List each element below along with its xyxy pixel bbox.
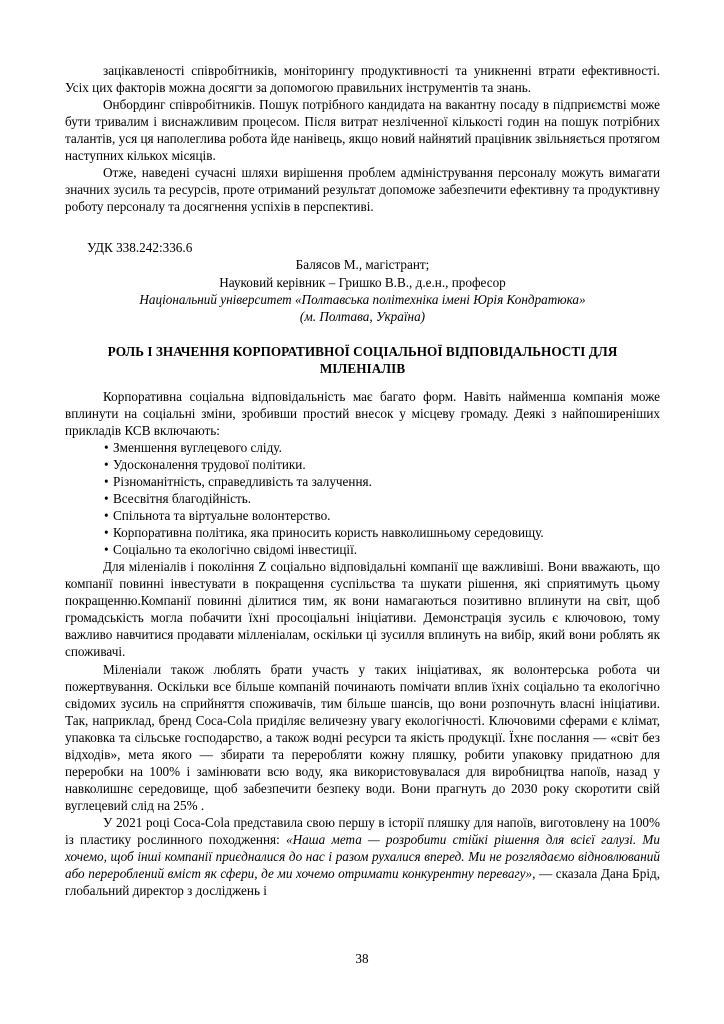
section-spacer — [65, 215, 660, 239]
list-item: • Соціально та екологічно свідомі інвестиції. — [65, 541, 660, 558]
scientific-supervisor: Науковий керівник – Гришко В.В., д.е.н., професор — [219, 274, 506, 290]
paragraph-engagement: зацікавленості співробітників, моніторингу продуктивності та уникненні втрати ефективності. Усіх цих факторів можна досягти за допомогою правильних інструментів та знань. — [65, 63, 660, 96]
bottle-lead-text: У 2021 році Coca-Cola представила свою першу в історії пляшку для напоїв, виготовлену на 100% із пластику рослинного походження: — [65, 814, 660, 847]
list-item: • Різноманітність, справедливість та залучення. — [65, 473, 660, 490]
page-content — [65, 62, 660, 899]
list-item: • Всесвітня благодійність. — [65, 490, 660, 507]
list-item: • Удосконалення трудової політики. — [65, 456, 660, 473]
list-item: • Спільнота та віртуальне волонтерство. — [65, 507, 660, 524]
paragraph-csr-intro: Корпоративна соціальна відповідальність має багато форм. Навіть найменша компанія може вплинути на соціальні зміни, зробивши простий внесок у місцеву громаду. Деякі з найпоширеніших прикладів КСВ включають: — [65, 388, 660, 438]
paragraph-onboarding: Онбординг співробітників. Пошук потрібного кандидата на вакантну посаду в підприємстві може бути тривалим і виснажливим процесом. Після витрат незліченної кількості годин на пошук потрібних талантів, уся ця наполеглива робота йде нанівець, якщо новий найнятий працівник звільняється протягом наступних кількох місяців. — [65, 97, 661, 164]
paragraph-generation-z: Для міленіалів і покоління Z соціально відповідальні компанії ще важливіші. Вони вважають, що компанії повинні інвестувати в покращення суспільства та шукати рішення, які сприятимуть цьому покращенню.Компанії повинні ділитися тим, як вони намагаються позитивно вплинути на світ, щоб громадськість могла побачити їхні просоціальні ініціативи. Демонстрація зусиль є ключовою, тому важливо навчитися продавати мілленіалам, оскільки ці зусилля вплинуть на вибір, який вони роблять як споживачі. — [65, 559, 660, 660]
list-item: • Зменшення вуглецевого сліду. — [65, 439, 660, 456]
csr-examples-list — [65, 439, 660, 558]
article-title-line-1: РОЛЬ І ЗНАЧЕННЯ КОРПОРАТИВНОЇ СОЦІАЛЬНОЇ ВІДПОВІДАЛЬНОСТІ ДЛЯ — [107, 343, 618, 359]
author-name: Балясов М., магістрант; — [295, 257, 430, 273]
page-number: 38 — [355, 951, 369, 966]
bottle-quote-text: «Наша мета — розробити стійкі рішення для всієї галузі. Ми хочемо, щоб інші компанії приєдналися до нас і разом рухалися вперед. Ми не розглядаємо відновлюваний або перероблений вміст як сфери, де ми хочемо отримати конкурентну перевагу» — [65, 831, 660, 882]
bottle-attribution-text: , — сказала Дана Брід, глобальний директор з досліджень і — [65, 866, 660, 899]
city-country: (м. Полтава, Україна) — [299, 308, 426, 324]
udk-code: УДК 338.242:336.6 — [87, 240, 193, 256]
paragraph-conclusion: Отже, наведені сучасні шляхи вирішення проблем адміністрування персоналу можуть вимагати значних зусиль та ресурсів, проте отриманий результат допоможе забезпечити ефективну та продуктивну роботу персоналу та досягнення успіхів в перспективі. — [65, 165, 660, 215]
article-title-line-2: МІЛЕНІАЛІВ — [319, 360, 406, 376]
affiliation: Національний університет «Полтавська політехніка імені Юрія Кондратюка» — [139, 291, 586, 307]
body-spacer — [65, 377, 660, 388]
paragraph-volunteering-cocacola: Міленіали також люблять брати участь у таких ініціативах, як волонтерська робота чи пожертвування. Оскільки все більше компаній починають помічати вплив їхніх соціально та екологічно свідомих зусиль на сприйняття споживачів, тим більше шансів, що вони розпочнуть власні ініціативи. Так, наприклад, бренд Coca-Cola приділяє величезну увагу екологічності. Ключовими сферами є клімат, упаковка та сільське господарство, а також водні ресурси та якість продукції. Їхнє послання — «світ без відходів», мета якого — збирати та переробляти кожну пляшку, робити упаковку придатною для переробки на 100% і замінювати всю воду, яка використовувалася для виробництва напоїв, назад у навколишнє середовище, щоб забезпечити безпеку води. Вони прагнуть до 2030 року скоротити свій вуглецевий слід на 25% . — [65, 661, 660, 813]
title-spacer — [65, 325, 660, 343]
paragraph-plant-bottle — [65, 814, 660, 899]
list-item: • Корпоративна політика, яка приносить користь навколишньому середовищу. — [65, 524, 660, 541]
